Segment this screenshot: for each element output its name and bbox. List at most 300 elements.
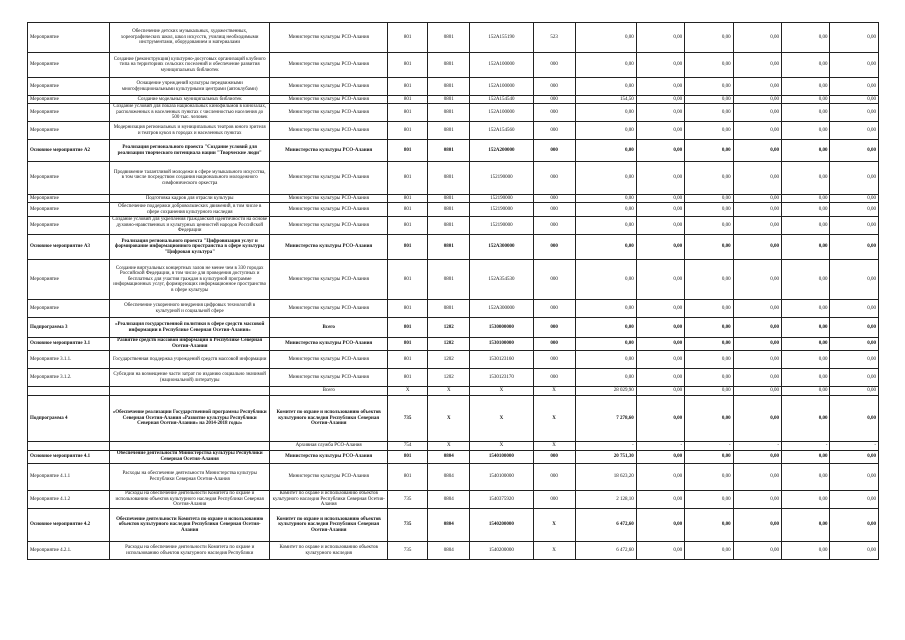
row-target-article-cell: 152190000 bbox=[470, 203, 533, 217]
row-value-5-cell: - bbox=[782, 442, 830, 451]
row-type-cell: Мероприятие bbox=[28, 96, 110, 104]
row-responsible-cell: Комитет по охране и использованию объектов культурного наследия Республики Северная Осетия-Алания bbox=[270, 509, 388, 542]
table-row bbox=[28, 235, 879, 260]
row-type-cell: Мероприятие bbox=[28, 53, 110, 78]
row-value-5-cell: 0,00 bbox=[782, 122, 830, 140]
row-responsible-cell: Министерство культуры РСО-Алания bbox=[270, 464, 388, 491]
row-value-2-cell: 0,00 bbox=[636, 203, 684, 217]
row-value-3-cell: 0,00 bbox=[685, 53, 733, 78]
row-description-cell: Создание модельных муниципальных библиотек bbox=[110, 96, 270, 104]
row-value-6-cell: - bbox=[830, 442, 879, 451]
row-grbs-code-cell: X bbox=[388, 387, 428, 396]
row-value-2-cell: 0,00 bbox=[636, 260, 684, 300]
row-value-2-cell: 0,00 bbox=[636, 369, 684, 387]
row-responsible-cell: Министерство культуры РСО-Алания bbox=[270, 338, 388, 351]
row-grbs-code-cell: 801 bbox=[388, 300, 428, 318]
row-section-code-cell: 0804 bbox=[428, 542, 470, 560]
row-value-6-cell: 0,00 bbox=[830, 491, 879, 509]
row-value-5-cell: 0,00 bbox=[782, 203, 830, 217]
row-expense-type-cell: 000 bbox=[533, 140, 575, 162]
row-expense-type-cell: 523 bbox=[533, 23, 575, 53]
row-value-2-cell: 0,00 bbox=[636, 122, 684, 140]
row-grbs-code-cell: 801 bbox=[388, 318, 428, 338]
row-value-6-cell: 0,00 bbox=[830, 195, 879, 203]
table-row bbox=[28, 351, 879, 369]
row-description-cell: Оснащение учреждений культуры передвижными многофункциональными культурными центрами (автоклубами) bbox=[110, 78, 270, 96]
row-value-1-cell: 20 751,30 bbox=[575, 451, 636, 464]
row-target-article-cell: X bbox=[470, 442, 533, 451]
row-value-4-cell: 0,00 bbox=[733, 23, 781, 53]
row-responsible-cell: Министерство культуры РСО-Алания bbox=[270, 203, 388, 217]
row-type-cell: Подпрограмма 4 bbox=[28, 396, 110, 442]
row-responsible-cell: Министерство культуры РСО-Алания bbox=[270, 162, 388, 195]
row-target-article-cell: 152А154560 bbox=[470, 122, 533, 140]
row-expense-type-cell: X bbox=[533, 509, 575, 542]
row-target-article-cell: 1540200000 bbox=[470, 542, 533, 560]
row-value-1-cell: 0,00 bbox=[575, 78, 636, 96]
table-row bbox=[28, 96, 879, 104]
row-value-1-cell: 0,00 bbox=[575, 162, 636, 195]
row-value-4-cell: 0,00 bbox=[733, 195, 781, 203]
row-grbs-code-cell: 754 bbox=[388, 442, 428, 451]
row-type-cell: Основное мероприятие А2 bbox=[28, 140, 110, 162]
row-value-6-cell: 0,00 bbox=[830, 78, 879, 96]
row-expense-type-cell: 000 bbox=[533, 195, 575, 203]
row-section-code-cell: 0801 bbox=[428, 96, 470, 104]
row-value-5-cell: 0,00 bbox=[782, 464, 830, 491]
row-value-1-cell: 0,00 bbox=[575, 369, 636, 387]
table-row bbox=[28, 509, 879, 542]
row-value-2-cell: 0,00 bbox=[636, 217, 684, 235]
row-value-6-cell: 0,00 bbox=[830, 318, 879, 338]
row-value-2-cell: 0,00 bbox=[636, 53, 684, 78]
row-section-code-cell: X bbox=[428, 396, 470, 442]
row-value-1-cell: 6 472,60 bbox=[575, 542, 636, 560]
row-expense-type-cell: 000 bbox=[533, 491, 575, 509]
row-value-3-cell: 0,00 bbox=[685, 260, 733, 300]
row-target-article-cell: X bbox=[470, 387, 533, 396]
row-value-6-cell: 0,00 bbox=[830, 96, 879, 104]
row-description-cell: Обеспечение поддержки добровольческих движений, в том числе в сфере сохранения культурного наследия bbox=[110, 203, 270, 217]
row-description-cell: Реализация регионального проекта "Создание условий для реализации творческого потенциала нации "Творческие люди" bbox=[110, 140, 270, 162]
row-section-code-cell: X bbox=[428, 442, 470, 451]
row-description-cell: Обеспечение ускоренного внедрения цифровых технологий в культурной и социальной сфере bbox=[110, 300, 270, 318]
row-target-article-cell: 152А100000 bbox=[470, 78, 533, 96]
row-value-4-cell: 0,00 bbox=[733, 122, 781, 140]
row-value-3-cell: 0,00 bbox=[685, 203, 733, 217]
row-value-5-cell: 0,00 bbox=[782, 369, 830, 387]
row-responsible-cell: Министерство культуры РСО-Алания bbox=[270, 195, 388, 203]
table-row bbox=[28, 162, 879, 195]
row-value-1-cell: 0,00 bbox=[575, 260, 636, 300]
row-value-6-cell: 0,00 bbox=[830, 396, 879, 442]
row-section-code-cell: 0804 bbox=[428, 509, 470, 542]
row-description-cell: Создание (реконструкция) культурно-досуговых организаций клубного типа на территориях сельских поселений и обеспечение развития муниципальных библиотек bbox=[110, 53, 270, 78]
row-value-2-cell: 0,00 bbox=[636, 162, 684, 195]
row-description-cell: Создание условий для показа национальных кинофильмов в кинозалах, расположенных в населенных пунктах с численностью населения до 500 тыс. человек bbox=[110, 104, 270, 122]
row-value-6-cell: 0,00 bbox=[830, 451, 879, 464]
row-type-cell: Мероприятие 3.1.1. bbox=[28, 351, 110, 369]
row-responsible-cell: Министерство культуры РСО-Алания bbox=[270, 351, 388, 369]
row-value-3-cell: 0,00 bbox=[685, 122, 733, 140]
row-responsible-cell: Министерство культуры РСО-Алания bbox=[270, 451, 388, 464]
table-row bbox=[28, 442, 879, 451]
row-type-cell: Мероприятие bbox=[28, 195, 110, 203]
table-row bbox=[28, 122, 879, 140]
row-value-5-cell: 0,00 bbox=[782, 387, 830, 396]
row-value-5-cell: 0,00 bbox=[782, 300, 830, 318]
row-expense-type-cell: X bbox=[533, 542, 575, 560]
table-row bbox=[28, 260, 879, 300]
row-type-cell: Мероприятие bbox=[28, 203, 110, 217]
row-grbs-code-cell: 801 bbox=[388, 260, 428, 300]
row-value-3-cell: 0,00 bbox=[685, 396, 733, 442]
row-value-6-cell: 0,00 bbox=[830, 369, 879, 387]
row-value-3-cell: 0,00 bbox=[685, 351, 733, 369]
row-value-3-cell: 0,00 bbox=[685, 318, 733, 338]
row-expense-type-cell: 000 bbox=[533, 96, 575, 104]
row-value-3-cell: 0,00 bbox=[685, 217, 733, 235]
row-section-code-cell: 0801 bbox=[428, 195, 470, 203]
row-description-cell bbox=[110, 387, 270, 396]
row-value-6-cell: 0,00 bbox=[830, 387, 879, 396]
row-value-1-cell: 6 472,60 bbox=[575, 509, 636, 542]
row-type-cell: Мероприятие bbox=[28, 122, 110, 140]
table-row bbox=[28, 78, 879, 96]
row-grbs-code-cell: 735 bbox=[388, 491, 428, 509]
row-value-4-cell: 0,00 bbox=[733, 338, 781, 351]
row-value-1-cell: 0,00 bbox=[575, 53, 636, 78]
row-description-cell: Продвижение талантливой молодежи в сфере музыкального искусства, в том числе посредством создания национального молодежного симфонического оркестра bbox=[110, 162, 270, 195]
row-section-code-cell: 0801 bbox=[428, 53, 470, 78]
table-row bbox=[28, 203, 879, 217]
row-value-4-cell: 0,00 bbox=[733, 464, 781, 491]
row-value-5-cell: 0,00 bbox=[782, 351, 830, 369]
row-value-6-cell: 0,00 bbox=[830, 464, 879, 491]
row-grbs-code-cell: 801 bbox=[388, 217, 428, 235]
row-type-cell: Мероприятие 4.1.2 bbox=[28, 491, 110, 509]
row-responsible-cell: Министерство культуры РСО-Алания bbox=[270, 53, 388, 78]
row-grbs-code-cell: 801 bbox=[388, 53, 428, 78]
row-value-4-cell: 0,00 bbox=[733, 260, 781, 300]
row-expense-type-cell: X bbox=[533, 387, 575, 396]
row-section-code-cell: 1202 bbox=[428, 351, 470, 369]
row-grbs-code-cell: 801 bbox=[388, 369, 428, 387]
row-section-code-cell: 0804 bbox=[428, 464, 470, 491]
row-description-cell: Обеспечение детских музыкальных, художественных, хореографических школ, школ искусств, училищ необходимыми инструментами, оборудованием и материалами bbox=[110, 23, 270, 53]
row-value-2-cell: 0,00 bbox=[636, 300, 684, 318]
row-description-cell: Модернизация региональных и муниципальных театров юного зрителя и театров кукол в городах и населенных пунктах bbox=[110, 122, 270, 140]
row-value-1-cell: 7 278,60 bbox=[575, 396, 636, 442]
row-value-2-cell: 0,00 bbox=[636, 140, 684, 162]
row-responsible-cell: Всего bbox=[270, 387, 388, 396]
row-value-6-cell: 0,00 bbox=[830, 235, 879, 260]
row-expense-type-cell: 000 bbox=[533, 122, 575, 140]
row-value-3-cell: 0,00 bbox=[685, 162, 733, 195]
row-value-3-cell: 0,00 bbox=[685, 96, 733, 104]
row-section-code-cell: 0801 bbox=[428, 203, 470, 217]
row-type-cell: Мероприятие 3.1.2. bbox=[28, 369, 110, 387]
row-value-2-cell: 0,00 bbox=[636, 78, 684, 96]
row-value-1-cell: 0,00 bbox=[575, 235, 636, 260]
row-value-5-cell: 0,00 bbox=[782, 217, 830, 235]
row-grbs-code-cell: 801 bbox=[388, 162, 428, 195]
row-section-code-cell: 0801 bbox=[428, 235, 470, 260]
row-target-article-cell: 1530000000 bbox=[470, 318, 533, 338]
row-value-1-cell: 0,00 bbox=[575, 23, 636, 53]
table-row bbox=[28, 140, 879, 162]
row-value-4-cell: 0,00 bbox=[733, 369, 781, 387]
row-value-6-cell: 0,00 bbox=[830, 542, 879, 560]
row-expense-type-cell: 000 bbox=[533, 300, 575, 318]
row-grbs-code-cell: 801 bbox=[388, 96, 428, 104]
row-value-5-cell: 0,00 bbox=[782, 260, 830, 300]
row-description-cell: Подготовка кадров для отрасли культуры bbox=[110, 195, 270, 203]
row-section-code-cell: 0801 bbox=[428, 78, 470, 96]
row-type-cell: Основное мероприятие 4.2 bbox=[28, 509, 110, 542]
row-type-cell: Мероприятие bbox=[28, 23, 110, 53]
row-description-cell: Расходы на обеспечение деятельности Комитета по охране и использованию объектов культурного наследия Республики Северная Осетия-Алания bbox=[110, 491, 270, 509]
row-grbs-code-cell: 801 bbox=[388, 104, 428, 122]
table-row bbox=[28, 491, 879, 509]
row-value-1-cell: 154,50 bbox=[575, 96, 636, 104]
row-grbs-code-cell: 801 bbox=[388, 23, 428, 53]
row-value-1-cell: 0,00 bbox=[575, 351, 636, 369]
row-expense-type-cell: 000 bbox=[533, 203, 575, 217]
row-value-2-cell: 0,00 bbox=[636, 396, 684, 442]
row-target-article-cell: 152А354530 bbox=[470, 260, 533, 300]
table-body bbox=[28, 23, 879, 560]
row-type-cell: Мероприятие bbox=[28, 217, 110, 235]
row-value-6-cell: 0,00 bbox=[830, 260, 879, 300]
row-value-5-cell: 0,00 bbox=[782, 396, 830, 442]
row-description-cell: «Реализация государственной политики в сфере средств массовой информации в Республике Северная Осетия-Алания» bbox=[110, 318, 270, 338]
row-target-article-cell: 152А300000 bbox=[470, 235, 533, 260]
row-section-code-cell: 0801 bbox=[428, 162, 470, 195]
row-value-6-cell: 0,00 bbox=[830, 104, 879, 122]
row-type-cell: Подпрограмма 3 bbox=[28, 318, 110, 338]
row-grbs-code-cell: 735 bbox=[388, 509, 428, 542]
row-expense-type-cell: 000 bbox=[533, 260, 575, 300]
row-expense-type-cell: 000 bbox=[533, 104, 575, 122]
row-target-article-cell: 152А100000 bbox=[470, 104, 533, 122]
row-grbs-code-cell: 801 bbox=[388, 338, 428, 351]
table-row bbox=[28, 451, 879, 464]
row-type-cell: Мероприятие 4.2.1. bbox=[28, 542, 110, 560]
row-responsible-cell: Министерство культуры РСО-Алания bbox=[270, 122, 388, 140]
row-description-cell: Субсидии на возмещение части затрат по изданию социально значимой (национальной) литературы bbox=[110, 369, 270, 387]
row-value-3-cell: 0,00 bbox=[685, 140, 733, 162]
row-value-5-cell: 0,00 bbox=[782, 96, 830, 104]
row-description-cell: Расходы на обеспечение деятельности Комитета по охране и использованию объектов культурного наследия Республики bbox=[110, 542, 270, 560]
row-value-6-cell: 0,00 bbox=[830, 122, 879, 140]
row-description-cell: Развитие средств массовой информации в Республике Северная Осетия-Алания bbox=[110, 338, 270, 351]
row-value-4-cell: 0,00 bbox=[733, 78, 781, 96]
row-value-2-cell: 0,00 bbox=[636, 542, 684, 560]
row-value-4-cell: 0,00 bbox=[733, 491, 781, 509]
row-value-4-cell: 0,00 bbox=[733, 351, 781, 369]
row-responsible-cell: Министерство культуры РСО-Алания bbox=[270, 260, 388, 300]
row-value-4-cell: 0,00 bbox=[733, 96, 781, 104]
row-value-5-cell: 0,00 bbox=[782, 78, 830, 96]
table-row bbox=[28, 104, 879, 122]
row-value-6-cell: 0,00 bbox=[830, 217, 879, 235]
row-responsible-cell: Министерство культуры РСО-Алания bbox=[270, 140, 388, 162]
row-grbs-code-cell: 801 bbox=[388, 195, 428, 203]
row-type-cell: Мероприятие bbox=[28, 300, 110, 318]
row-value-3-cell: 0,00 bbox=[685, 451, 733, 464]
row-value-1-cell: - bbox=[575, 442, 636, 451]
row-type-cell bbox=[28, 442, 110, 451]
row-type-cell: Мероприятие bbox=[28, 162, 110, 195]
row-value-4-cell: 0,00 bbox=[733, 387, 781, 396]
row-responsible-cell: Министерство культуры РСО-Алания bbox=[270, 96, 388, 104]
row-grbs-code-cell: 735 bbox=[388, 396, 428, 442]
row-value-4-cell: 0,00 bbox=[733, 53, 781, 78]
row-description-cell: Обеспечение деятельности Комитета по охране и использованию объектов культурного наследия Республики Северная Осетия-Алания bbox=[110, 509, 270, 542]
row-value-3-cell: 0,00 bbox=[685, 387, 733, 396]
row-value-2-cell: 0,00 bbox=[636, 464, 684, 491]
row-target-article-cell: 152А200000 bbox=[470, 140, 533, 162]
row-value-5-cell: 0,00 bbox=[782, 542, 830, 560]
row-value-3-cell: 0,00 bbox=[685, 78, 733, 96]
row-responsible-cell: Министерство культуры РСО-Алания bbox=[270, 104, 388, 122]
row-value-3-cell: 0,00 bbox=[685, 338, 733, 351]
row-responsible-cell: Министерство культуры РСО-Алания bbox=[270, 300, 388, 318]
row-value-5-cell: 0,00 bbox=[782, 140, 830, 162]
row-value-2-cell: 0,00 bbox=[636, 338, 684, 351]
row-value-4-cell: 0,00 bbox=[733, 162, 781, 195]
row-description-cell: Создание виртуальных концертных залов не менее чем в 330 городах Российской Федерации, в том числе для проведения доступных и бесплатных для участия граждан в культурной программе информационных услуг, формирующих информационное пространство в сфере культуры bbox=[110, 260, 270, 300]
row-section-code-cell: 0801 bbox=[428, 217, 470, 235]
row-section-code-cell: 1202 bbox=[428, 369, 470, 387]
table-row bbox=[28, 464, 879, 491]
row-value-2-cell: 0,00 bbox=[636, 491, 684, 509]
row-value-5-cell: 0,00 bbox=[782, 338, 830, 351]
row-value-4-cell: 0,00 bbox=[733, 451, 781, 464]
row-responsible-cell: Комитет по охране и использованию объектов культурного наследия Республики Северная Осетия-Алания bbox=[270, 396, 388, 442]
row-responsible-cell: Министерство культуры РСО-Алания bbox=[270, 23, 388, 53]
row-value-3-cell: 0,00 bbox=[685, 509, 733, 542]
row-target-article-cell: 152А300000 bbox=[470, 300, 533, 318]
row-value-3-cell: 0,00 bbox=[685, 195, 733, 203]
row-value-2-cell: 0,00 bbox=[636, 318, 684, 338]
row-responsible-cell: Министерство культуры РСО-Алания bbox=[270, 369, 388, 387]
row-section-code-cell: 0801 bbox=[428, 23, 470, 53]
row-value-1-cell: 28 029,90 bbox=[575, 387, 636, 396]
row-expense-type-cell: 000 bbox=[533, 351, 575, 369]
row-value-5-cell: 0,00 bbox=[782, 162, 830, 195]
row-value-4-cell: 0,00 bbox=[733, 235, 781, 260]
row-value-2-cell: 0,00 bbox=[636, 509, 684, 542]
row-value-3-cell: 0,00 bbox=[685, 491, 733, 509]
table-row bbox=[28, 300, 879, 318]
table-row bbox=[28, 369, 879, 387]
row-value-4-cell: 0,00 bbox=[733, 509, 781, 542]
row-target-article-cell: 1540100000 bbox=[470, 464, 533, 491]
row-value-1-cell: 0,00 bbox=[575, 217, 636, 235]
row-value-6-cell: 0,00 bbox=[830, 140, 879, 162]
row-target-article-cell: 1540375920 bbox=[470, 491, 533, 509]
row-value-4-cell: 0,00 bbox=[733, 396, 781, 442]
row-value-4-cell: - bbox=[733, 442, 781, 451]
row-expense-type-cell: 000 bbox=[533, 464, 575, 491]
row-type-cell: Мероприятие 4.1.1 bbox=[28, 464, 110, 491]
row-value-2-cell: 0,00 bbox=[636, 104, 684, 122]
row-value-4-cell: 0,00 bbox=[733, 203, 781, 217]
row-value-1-cell: 0,00 bbox=[575, 104, 636, 122]
row-value-3-cell: 0,00 bbox=[685, 235, 733, 260]
row-value-5-cell: 0,00 bbox=[782, 235, 830, 260]
row-value-6-cell: 0,00 bbox=[830, 162, 879, 195]
row-responsible-cell: Архивная служба РСО-Алания bbox=[270, 442, 388, 451]
row-value-6-cell: 0,00 bbox=[830, 338, 879, 351]
row-expense-type-cell: 000 bbox=[533, 217, 575, 235]
table-row bbox=[28, 387, 879, 396]
row-section-code-cell: 1202 bbox=[428, 338, 470, 351]
row-value-6-cell: 0,00 bbox=[830, 351, 879, 369]
row-type-cell: Основное мероприятие А3 bbox=[28, 235, 110, 260]
row-grbs-code-cell: 801 bbox=[388, 203, 428, 217]
row-value-3-cell: 0,00 bbox=[685, 542, 733, 560]
row-value-4-cell: 0,00 bbox=[733, 140, 781, 162]
row-expense-type-cell: 000 bbox=[533, 78, 575, 96]
row-value-5-cell: 0,00 bbox=[782, 318, 830, 338]
row-value-1-cell: 2 128,10 bbox=[575, 491, 636, 509]
row-value-2-cell: 0,00 bbox=[636, 387, 684, 396]
row-grbs-code-cell: 801 bbox=[388, 351, 428, 369]
row-value-1-cell: 0,00 bbox=[575, 300, 636, 318]
row-value-5-cell: 0,00 bbox=[782, 23, 830, 53]
row-value-2-cell: 0,00 bbox=[636, 235, 684, 260]
row-value-3-cell: 0,00 bbox=[685, 104, 733, 122]
row-grbs-code-cell: 801 bbox=[388, 464, 428, 491]
row-type-cell: Основное мероприятие 4.1 bbox=[28, 451, 110, 464]
row-value-1-cell: 18 623,20 bbox=[575, 464, 636, 491]
row-expense-type-cell: 000 bbox=[533, 162, 575, 195]
row-value-4-cell: 0,00 bbox=[733, 318, 781, 338]
row-grbs-code-cell: 735 bbox=[388, 542, 428, 560]
table-row bbox=[28, 318, 879, 338]
row-description-cell: Создание условий для укрепления гражданской идентичности на основе духовно-нравственных и культурных ценностей народов Российской Федерации bbox=[110, 217, 270, 235]
row-value-5-cell: 0,00 bbox=[782, 491, 830, 509]
row-value-3-cell: 0,00 bbox=[685, 464, 733, 491]
row-type-cell: Основное мероприятие 3.1 bbox=[28, 338, 110, 351]
row-value-3-cell: - bbox=[685, 442, 733, 451]
row-expense-type-cell: 000 bbox=[533, 318, 575, 338]
row-expense-type-cell: 000 bbox=[533, 338, 575, 351]
row-grbs-code-cell: 801 bbox=[388, 451, 428, 464]
row-target-article-cell: 152А154540 bbox=[470, 96, 533, 104]
row-responsible-cell: Всего bbox=[270, 318, 388, 338]
row-value-1-cell: 0,00 bbox=[575, 203, 636, 217]
table-row bbox=[28, 338, 879, 351]
row-value-5-cell: 0,00 bbox=[782, 509, 830, 542]
row-target-article-cell: X bbox=[470, 396, 533, 442]
row-grbs-code-cell: 801 bbox=[388, 122, 428, 140]
row-type-cell bbox=[28, 387, 110, 396]
row-expense-type-cell: 000 bbox=[533, 369, 575, 387]
row-target-article-cell: 152190000 bbox=[470, 195, 533, 203]
row-target-article-cell: 1530123160 bbox=[470, 351, 533, 369]
row-value-5-cell: 0,00 bbox=[782, 53, 830, 78]
row-target-article-cell: 1530123170 bbox=[470, 369, 533, 387]
row-target-article-cell: 152А100000 bbox=[470, 53, 533, 78]
row-description-cell: Государственная поддержка учреждений средств массовой информации bbox=[110, 351, 270, 369]
row-description-cell bbox=[110, 442, 270, 451]
row-section-code-cell: 0804 bbox=[428, 491, 470, 509]
row-section-code-cell: 0801 bbox=[428, 260, 470, 300]
